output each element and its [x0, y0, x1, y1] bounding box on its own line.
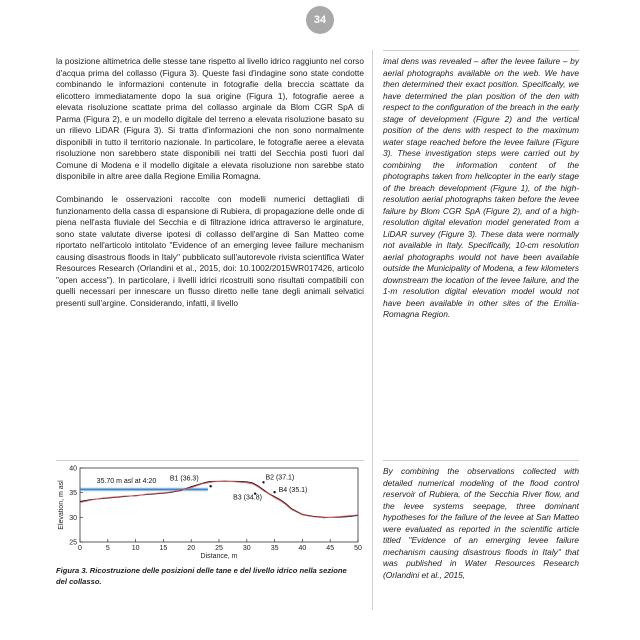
- y-axis-label: Elevation, m asl: [58, 480, 65, 530]
- x-tick-label: 0: [78, 545, 82, 552]
- x-tick-label: 20: [187, 545, 196, 552]
- series-line-2: [80, 481, 358, 518]
- x-tick-label: 40: [298, 545, 307, 552]
- y-tick-label: 40: [69, 465, 77, 473]
- water-level-label: 35.70 m asl at 4:20: [96, 478, 157, 486]
- cross-section-chart: [56, 462, 366, 562]
- divider: [383, 50, 579, 51]
- x-tick-label: 50: [354, 545, 362, 552]
- den-label: B1 (36.3): [169, 475, 199, 483]
- y-tick-label: 25: [69, 539, 77, 547]
- y-tick-label: 35: [69, 490, 77, 498]
- x-axis-label: Distance, m: [200, 553, 238, 560]
- x-tick-label: 30: [242, 545, 251, 552]
- x-tick-label: 45: [326, 545, 335, 552]
- italian-paragraph: la posizione altimetrica delle stesse tane rispetto al livello idrico raggiunto nel corso d'acqua prima del collasso (Figura 3). Queste fasi d'indagine sono state condotte combinando le informazioni contenute in fotografie della breccia scattate da elicottero immediatamente dopo la sua origine (Figura 1), fotografie aeree a elevata risoluzione scattate prima del collasso arginale da Blom CGR SpA di Parma (Figura 2), e un modello digitale del terreno a elevata risoluzione basato su un rilievo LiDAR (Figura 3). Si tratta d'informazioni che non sono normalmente disponibili in tutto il territorio nazionale. In particolare, le fotografie aeree a elevata risoluzione non sarebbero state disponibili nei tratti del Secchia posti fuori dal Comune di Modena e il modello digitale a elevata risoluzione non sarebbe stato disponibile in altre aree dalla Regione Emilia Romagna.: [56, 56, 364, 181]
- english-paragraph: By combining the observations collected with detailed numerical modeling of the flood control reservoir of Rubiera, of the Secchia River flow, and the levee systems seepage, three dominant hypotheses for the failure of the levee at San Matteo were evaluated as reported in the scientific article titled "Evidence of an emerging levee failure mechanism causing disastrous floods in Italy" that was published in Water Resources Research (Orlandini et al., 2015,: [383, 466, 579, 580]
- english-text-column: [383, 56, 579, 580]
- den-label: B3 (34.8): [233, 494, 262, 502]
- italian-text-column: [56, 56, 364, 321]
- x-tick-label: 15: [159, 545, 168, 552]
- divider: [383, 460, 579, 461]
- den-marker: [209, 485, 211, 487]
- column-divider: [372, 50, 373, 610]
- x-tick-label: 5: [105, 545, 110, 552]
- den-marker: [262, 481, 264, 483]
- x-tick-label: 10: [131, 545, 140, 552]
- series-line-1: [80, 481, 358, 517]
- page-number-badge: 34: [306, 6, 334, 34]
- den-label: B2 (37.1): [265, 474, 295, 482]
- figure-caption: Figura 3. Ricostruzione delle posizioni delle tane e del livello idrico nella sezione del collasso.: [56, 566, 347, 586]
- den-marker: [273, 491, 275, 493]
- y-tick-label: 30: [69, 514, 77, 522]
- divider: [56, 460, 364, 461]
- english-paragraph: imal dens was revealed – after the levee failure – by aerial photographs available on the web. We have then determined their exact position. Specifically, we have determined the plan position of the den with respect to the configuration of the breach in the early stage of development (Figure 2) and the vertical position of the dens with respect to the maximum water stage reached before the levee failure (Figure 3). These investigation steps were carried out by combining the information content of the photographs taken from helicopter in the early stage of the breach development (Figure 1), of the high-resolution aerial photographs taken before the levee failure by Blom CGR SpA (Figure 2), and of a high-resolution digital elevation model generated from a LiDAR survey (Figure 3). These data were normally not available in Italy. Specifically, 10-cm resolution aerial photographs would not have been available outside the Municipality of Modena, a few kilometers downstream the location of the levee failure, and the 1-m resolution digital elevation model would not have been available in other sites of the Emilia-Romagna Region.: [383, 56, 579, 319]
- x-tick-label: 25: [215, 545, 223, 552]
- x-tick-label: 35: [270, 545, 279, 552]
- den-label: B4 (35.1): [278, 487, 308, 495]
- italian-paragraph: Combinando le osservazioni raccolte con modelli numerici dettagliati di funzionamento della cassa di espansione di Rubiera, di propagazione delle onde di piena nell'asta fluviale del Secchia e di filtrazione idrica attraverso le arginature, sono state valutate diverse ipotesi di collasso dell'argine di San Matteo come riportato nell'articolo intitolato "Evidence of an emerging levee failure mechanism causing disastrous floods in Italy" pubblicato sull'autorevole rivista scientifica Water Resources Research (Orlandini et al., 2015, doi: 10.1002/2015WR017426, articolo "open access"). In particolare, i livelli idrici ricostruiti sono risultati compatibili con quelli necessari per innescare un flusso diretto nelle tane degli animali selvatici presenti sull'argine. Considerando, infatti, il livello: [56, 194, 364, 308]
